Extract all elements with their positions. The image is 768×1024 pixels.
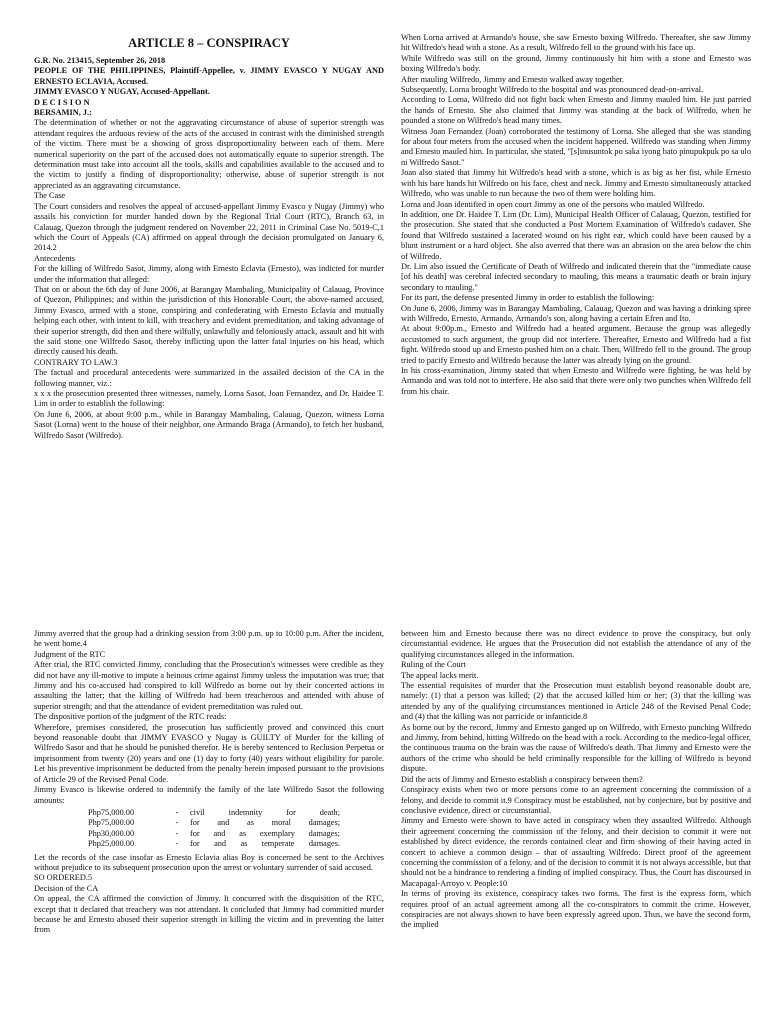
paragraph: CONTRARY TO LAW.3 — [34, 357, 118, 367]
damage-amount: Php30,000.00 — [88, 828, 135, 838]
section-heading: Antecedents — [34, 253, 76, 263]
paragraph: After trial, the RTC convicted Jimmy, concluding that the Prosecution's witnesses were credible as they did not have any ill-motive to impute a heinous crime against Jimmy unless the imputation was true; that Jimmy and his co-accused had conspired to kill Wilfredo as borne out by their concerted actions in assaulting the latter; that the killing of Wilfredo had been treacherous and attended with abuse of superior strength; and that the attendance of evident premeditation was ruled out. — [34, 660, 384, 711]
column-4 — [401, 629, 751, 1024]
paragraph: As borne out by the record, Jimmy and Ernesto ganged up on Wilfredo, with Ernesto punching Wilfredo and Jimmy, from behind, hitting Wilfredo on the head with a rock. According to the medico-legal officer, the continuous trauma on the brain was the cause of Wilfredo's death. That Jimmy and Ernesto were the authors of the crime who should be held criminally responsible for the killing of Wilfredo is beyond dispute. — [401, 722, 751, 774]
paragraph: Let the records of the case insofar as Ernesto Eclavia alias Boy is concerned be sent to the Archives without prejudice to its subsequent prosecution upon the arrest or voluntary surrender of said accused. — [34, 852, 384, 872]
damages-table — [88, 808, 340, 850]
paragraph: The determination of whether or not the aggravating circumstance of abuse of superior strength was attendant requires the arduous review of the acts of the accused in contrast with the diminished strength of the victim. There must be a showing of gross disproportionality between each of them. Mere numerical superiority on the part of the accused does not automatically equate to superior strength. The determination must take into account all the tools, skills and capabilities available to the accused and to the victim to justify a finding of disproportionality; otherwise, abuse of superior strength is not appreciated as an aggravating circumstance. — [34, 118, 384, 190]
paragraph: between him and Ernesto because there was no direct evidence to prove the conspiracy, but only circumstantial evidence. He argues that the Prosecution did not establish the attendance of any of the qualifying circumstances alleged in the information. — [401, 629, 751, 659]
paragraph: Jimmy averred that the group had a drinking session from 3:00 p.m. up to 10:00 p.m. After the incident, he went home.4 — [34, 629, 384, 649]
damage-description: for and as exemplary damages; — [190, 828, 340, 838]
paragraph: According to Lorna, Wilfredo did not fight back when Ernesto and Jimmy mauled him. He just parried the hands of Ernesto. She also claimed that Jimmy was standing at the back of Wilfredo, when he pounded a stone on Wilfredo's head many times. — [401, 95, 751, 126]
damage-dash: - — [175, 818, 179, 828]
damage-dash: - — [175, 807, 179, 817]
column-2 — [401, 33, 751, 573]
damages-row — [88, 829, 340, 839]
damage-dash: - — [175, 839, 179, 849]
paragraph: While Wilfredo was still on the ground, Jimmy continuously hit him with a stone and Ernesto was boxing Wilfredo's body. — [401, 53, 751, 74]
section-heading: Decision of the CA — [34, 883, 99, 893]
damages-row — [88, 818, 340, 828]
damage-amount: Php75,000.00 — [88, 807, 135, 817]
paragraph: The Court considers and resolves the appeal of accused-appellant Jimmy Evasco y Nugay (Jimmy) who assails his conviction for murder handed down by the Regional Trial Court (RTC), Branch 63, in Calauag, Quezon through the judgment rendered on November 22, 2011 in Criminal Case No. 5019-C,1 which the Court of Appeals (CA) affirmed on appeal through the decision promulgated on January 6, 2014.2 — [34, 201, 384, 253]
section-heading: Ruling of the Court — [401, 660, 466, 670]
paragraph: For the killing of Wilfredo Sasot, Jimmy, along with Ernesto Eclavia (Ernesto), was indicted for murder under the information that alleged: — [34, 264, 384, 284]
paragraph: The dispositive portion of the judgment of the RTC reads: — [34, 712, 227, 722]
damage-description: for and as moral damages; — [190, 818, 340, 828]
paragraph: When Lorna arrived at Armando's house, she saw Ernesto boxing Wilfredo. Thereafter, she saw Jimmy hit Wilfredo's head with a stone. As a result, Wilfredo fell to the ground with his face up. — [401, 33, 751, 53]
paragraph: The essential requisites of murder that the Prosecution must establish beyond reasonable doubt are, namely: (1) that a person was killed; (2) that the accused killed him or her; (3) that the killing was attended by any of the qualifying circumstances mentioned in Article 248 of the Revised Penal Code; and (4) that the killing was not parricide or infanticide.8 — [401, 681, 751, 722]
paragraph: At about 9:00p.m., Ernesto and Wilfredo had a heated argument. Because the group was allegedly accustomed to such argument, the group did not interfere. Thereafter, Ernesto and Wilfredo had a fist fight. Wilfredo stood up and Ernesto pushed him on a chair. Then, Wilfredo fell to the ground. The group tried to pacify Ernesto and Wilfredo because the latter was already lying on the ground. — [401, 324, 751, 365]
paragraph: Dr. Lim also issued the Certificate of Death of Wilfredo and indicated therein that the "immediate cause [of his death] was cerebral infected secondary to mauling, this means a traumatic death or brain injury secondary to mauling." — [401, 261, 751, 292]
paragraph: Jimmy and Ernesto were shown to have acted in conspiracy when they assaulted Wilfredo. Although their agreement concerning the commission of the felony, and their decision to commit it were not established by direct evidence, the records contained clear and firm showing of their having acted in concert to achieve a common design – that of assaulting Wilfredo. Direct proof of the agreement concerning the commission of a felony, and of the decision to commit it is not always accessible, but that should not be a hindrance to rendering a finding of implied conspiracy. Thus, the Court has discoursed in Macapagal-Arroyo v. People:10 — [401, 816, 751, 888]
column-3 — [34, 629, 384, 1024]
paragraph: Did the acts of Jimmy and Ernesto establish a conspiracy between them? — [401, 774, 643, 784]
paragraph: The appeal lacks merit. — [401, 670, 479, 680]
decision-heading: D E C I S I O N — [34, 97, 90, 107]
paragraph: In terms of proving its existence, conspiracy takes two forms. The first is the express form, which requires proof of an actual agreement among all the co-conspirators to commit the crime. However, conspiracies are not always shown to have been expressly agreed upon. Thus, we have the second form, the implied — [401, 889, 751, 930]
accused-appellant: JIMMY EVASCO Y NUGAY, Accused-Appellant. — [34, 87, 210, 97]
paragraph: Wherefore, premises considered, the prosecution has sufficiently proved and convinced this court beyond reasonable doubt that JIMMY EVASCO y Nugay is GUILTY of Murder for the killing of Wilfredo Sasot and that he should be punished therefor. He is hereby sentenced to Reclusion Perpetua or imprisonment from twenty (20) years and one (1) day to forty (40) years without eligibility for parole. Let his preventive imprisonment be deducted from the penalty herein imposed pursuant to the provisions of Article 29 of the Revised Penal Code. — [34, 722, 384, 784]
damages-row — [88, 839, 340, 849]
paragraph: Witness Joan Fernandez (Joan) corroborated the testimony of Lorna. She alleged that she was standing for about four meters from the accused when the incident happened. Wilfredo was standing when Jimmy and Ernesto mauled him. In particular, she stated, "[s]inusuntok po saka iyong bato pinupukpuk po sa ulo ni Wilfredo Sasot." — [401, 126, 751, 167]
damage-description: civil indemnity for death; — [190, 807, 340, 817]
damage-description: for and as temperate damages. — [190, 839, 340, 849]
paragraph: On appeal, the CA affirmed the conviction of Jimmy. It concurred with the disquisition of the RTC, except that it declared that treachery was not attendant. It concluded that Jimmy had committed murder because he and Ernesto abused their superior strength in killing the victim and in preventing the latter from — [34, 894, 384, 935]
ponente: BERSAMIN, J.: — [34, 108, 92, 118]
paragraph: On June 6, 2006, at about 9:00 p.m., while in Barangay Mambaling, Calauag, Quezon, witness Lorna Sasot (Lorna) went to the house of their neighbor, one Armando Braga (Armando), to fetch her husband, Wilfredo Sasot (Wilfredo). — [34, 409, 384, 440]
paragraph: For its part, the defense presented Jimmy in order to establish the following: — [401, 293, 655, 303]
case-number: G.R. No. 213415, September 26, 2018 — [34, 56, 166, 65]
section-heading: The Case — [34, 191, 66, 201]
damage-amount: Php25,000.00 — [88, 839, 135, 849]
paragraph: x x x the prosecution presented three witnesses, namely, Lorna Sasot, Joan Fernandez, and Dr. Haidee T. Lim in order to establish the following: — [34, 389, 384, 409]
article-title: ARTICLE 8 – CONSPIRACY — [128, 36, 290, 50]
damage-amount: Php75,000.00 — [88, 818, 135, 828]
paragraph: Lorna and Joan identified in open court Jimmy as one of the persons who mauled Wilfredo. — [401, 199, 705, 209]
paragraph: After mauling Wilfredo, Jimmy and Ernesto walked away together. — [401, 74, 625, 84]
column-1 — [34, 36, 384, 576]
damage-dash: - — [175, 828, 179, 838]
paragraph: In addition, one Dr. Haidee T. Lim (Dr. Lim), Municipal Health Officer of Calauag, Quezon, testified for the prosecution. She stated that she conducted a Post Mortem Examination of Wilfredo's cadaver. She found that Wilfredo sustained a lacerated wound on his right ear, which could have been caused by a blunt instrument or a hard object. She also averred that there was an abrasion on the area below the chin of Wilfredo. — [401, 209, 751, 261]
paragraph: Subsequently, Lorna brought Wilfredo to the hospital and was pronounced dead-on-arrival. — [401, 85, 704, 95]
paragraph: SO ORDERED.5 — [34, 873, 93, 883]
paragraph: That on or about the 6th day of June 2006, at Barangay Mambaling, Municipality of Calauag, Province of Quezon, Philippines; and within the jurisdiction of this Honorable Court, the above-named accused, Jimmy Evasco, armed with a stone, conspiring and confederating with Ernesto Eclavia and mutually helping each other, with intent to kill, with treachery and evident premeditation, and taking advantage of their superior strength, did then and there wilfully, unlawfully and feloniously attack, assault and hit with the said stone one Wilfredo Sasot, thereby inflicting upon the latter fatal injuries on his head, which directly caused his death. — [34, 284, 384, 357]
paragraph: Joan also stated that Jimmy hit Wilfredo's head with a stone, which is as big as her fist, while Ernesto with his bare hands hit Wilfredo on his face, chest and neck. Jimmy and Ernesto simultaneously attacked Wilfredo, who was unable to run because the two of them were holding him. — [401, 168, 751, 199]
paragraph: In his cross-examination, Jimmy stated that when Ernesto and Wilfredo were fighting, he was held by Armando and was told not to interfere. He also said that there were only two punches when Wilfredo fell from his chair. — [401, 366, 751, 396]
paragraph: Jimmy Evasco is likewise ordered to indemnify the family of the late Wilfredo Sasot the following amounts: — [34, 785, 384, 805]
paragraph: The factual and procedural antecedents were summarized in the assailed decision of the CA in the following manner, viz.: — [34, 368, 384, 388]
paragraph: Conspiracy exists when two or more persons come to an agreement concerning the commission of a felony, and decide to commit it.9 Conspiracy must be established, not by conjecture, but by positive and conclusive evidence, direct or circumstantial. — [401, 785, 751, 815]
paragraph: On June 6, 2006, Jimmy was in Barangay Mambaling, Calauag, Quezon and was having a drinking spree with Wilfredo, Ernesto, Armando, Armando's son, along having a certain Efren and Ito. — [401, 303, 751, 323]
damages-row — [88, 808, 340, 818]
section-heading: Judgment of the RTC — [34, 649, 106, 659]
case-parties: PEOPLE OF THE PHILIPPINES, Plaintiff-Appellee, v. JIMMY EVASCO Y NUGAY AND ERNESTO ECLAVIA, Accused. — [34, 66, 384, 86]
